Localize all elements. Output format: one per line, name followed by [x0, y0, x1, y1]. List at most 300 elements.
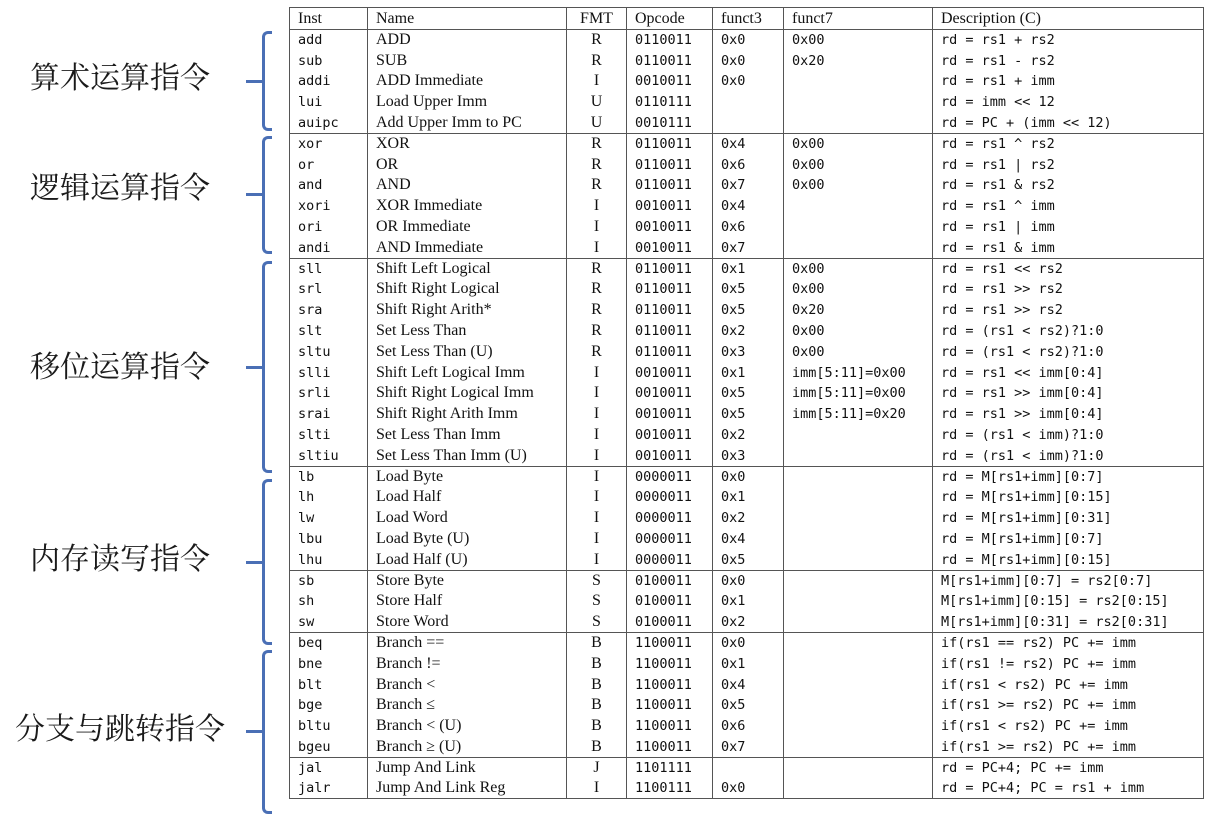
cell-inst: slli	[290, 362, 368, 383]
cell-fmt: I	[567, 383, 627, 404]
cell-inst: bgeu	[290, 737, 368, 758]
cell-inst: sub	[290, 50, 368, 71]
cell-description: rd = M[rs1+imm][0:7]	[933, 466, 1204, 487]
bracket-tick-branch-jump	[246, 730, 263, 733]
cell-funct3: 0x4	[713, 133, 784, 154]
cell-funct7	[784, 217, 933, 238]
bracket-tick-memory	[246, 561, 263, 564]
table-row	[290, 612, 1204, 633]
cell-funct3: 0x1	[713, 487, 784, 508]
cell-name: ADD Immediate	[368, 71, 567, 92]
table-header-row	[290, 8, 1204, 30]
cell-description: rd = (rs1 < imm)?1:0	[933, 425, 1204, 446]
cell-fmt: B	[567, 674, 627, 695]
cell-funct7: 0x00	[784, 321, 933, 342]
cell-inst: xori	[290, 196, 368, 217]
table-row	[290, 258, 1204, 279]
cell-name: Set Less Than (U)	[368, 341, 567, 362]
cell-name: OR Immediate	[368, 217, 567, 238]
cell-inst: or	[290, 154, 368, 175]
cell-funct7: 0x20	[784, 300, 933, 321]
cell-name: Set Less Than Imm	[368, 425, 567, 446]
cell-opcode: 0100011	[627, 570, 713, 591]
cell-funct3: 0x2	[713, 612, 784, 633]
cell-description: rd = rs1 >> rs2	[933, 279, 1204, 300]
cell-inst: sll	[290, 258, 368, 279]
cell-funct7	[784, 71, 933, 92]
cell-funct7	[784, 653, 933, 674]
cell-name: Branch <	[368, 674, 567, 695]
cell-inst: bne	[290, 653, 368, 674]
cell-fmt: S	[567, 570, 627, 591]
cell-inst: lb	[290, 466, 368, 487]
cell-opcode: 1100011	[627, 653, 713, 674]
cell-opcode: 1100011	[627, 695, 713, 716]
category-label-shift: 移位运算指令	[30, 350, 210, 385]
table-row	[290, 425, 1204, 446]
cell-inst: and	[290, 175, 368, 196]
cell-fmt: I	[567, 487, 627, 508]
cell-funct3: 0x2	[713, 321, 784, 342]
cell-opcode: 0010111	[627, 113, 713, 134]
cell-inst: sltiu	[290, 445, 368, 466]
cell-name: Store Word	[368, 612, 567, 633]
cell-description: rd = rs1 | rs2	[933, 154, 1204, 175]
table-row	[290, 695, 1204, 716]
cell-funct3: 0x5	[713, 695, 784, 716]
table-row	[290, 570, 1204, 591]
cell-name: Jump And Link	[368, 757, 567, 778]
cell-funct7: 0x00	[784, 341, 933, 362]
cell-opcode: 0110011	[627, 133, 713, 154]
cell-funct3	[713, 757, 784, 778]
cell-name: Load Half (U)	[368, 549, 567, 570]
cell-funct3: 0x5	[713, 300, 784, 321]
cell-fmt: I	[567, 508, 627, 529]
bracket-shift	[262, 261, 272, 473]
cell-funct7	[784, 445, 933, 466]
cell-funct3: 0x2	[713, 425, 784, 446]
cell-funct3: 0x5	[713, 549, 784, 570]
table-row	[290, 487, 1204, 508]
cell-opcode: 0110011	[627, 258, 713, 279]
cell-inst: lui	[290, 92, 368, 113]
cell-opcode: 0000011	[627, 487, 713, 508]
cell-funct7: 0x00	[784, 154, 933, 175]
cell-funct7: 0x00	[784, 133, 933, 154]
cell-description: rd = rs1 >> imm[0:4]	[933, 404, 1204, 425]
cell-inst: sb	[290, 570, 368, 591]
cell-name: Shift Right Logical	[368, 279, 567, 300]
cell-funct7: 0x00	[784, 175, 933, 196]
cell-funct3: 0x1	[713, 258, 784, 279]
table-row	[290, 716, 1204, 737]
cell-opcode: 0000011	[627, 529, 713, 550]
cell-funct3: 0x1	[713, 591, 784, 612]
cell-name: Load Word	[368, 508, 567, 529]
cell-description: rd = PC + (imm << 12)	[933, 113, 1204, 134]
cell-fmt: J	[567, 757, 627, 778]
category-label-memory: 内存读写指令	[30, 542, 210, 577]
bracket-arithmetic	[262, 31, 272, 131]
cell-funct3: 0x7	[713, 237, 784, 258]
cell-description: rd = PC+4; PC += imm	[933, 757, 1204, 778]
cell-name: Add Upper Imm to PC	[368, 113, 567, 134]
header-opcode: Opcode	[627, 8, 713, 30]
table-body	[290, 30, 1204, 799]
cell-funct7: 0x00	[784, 279, 933, 300]
cell-fmt: R	[567, 341, 627, 362]
cell-name: Shift Right Arith Imm	[368, 404, 567, 425]
cell-funct3: 0x6	[713, 716, 784, 737]
cell-funct7	[784, 612, 933, 633]
cell-name: Shift Left Logical	[368, 258, 567, 279]
cell-fmt: I	[567, 425, 627, 446]
cell-description: if(rs1 < rs2) PC += imm	[933, 674, 1204, 695]
cell-fmt: R	[567, 30, 627, 51]
cell-description: rd = PC+4; PC = rs1 + imm	[933, 778, 1204, 799]
cell-funct7	[784, 113, 933, 134]
cell-description: rd = rs1 - rs2	[933, 50, 1204, 71]
cell-inst: lhu	[290, 549, 368, 570]
cell-fmt: I	[567, 404, 627, 425]
cell-inst: bltu	[290, 716, 368, 737]
cell-funct3: 0x0	[713, 30, 784, 51]
cell-description: rd = rs1 ^ imm	[933, 196, 1204, 217]
cell-opcode: 0100011	[627, 612, 713, 633]
cell-funct3	[713, 92, 784, 113]
cell-funct3: 0x1	[713, 362, 784, 383]
cell-description: rd = (rs1 < imm)?1:0	[933, 445, 1204, 466]
cell-funct3: 0x3	[713, 341, 784, 362]
category-label-branch-jump: 分支与跳转指令	[15, 712, 225, 747]
cell-funct7	[784, 196, 933, 217]
cell-fmt: I	[567, 362, 627, 383]
cell-opcode: 0110011	[627, 175, 713, 196]
header-fmt: FMT	[567, 8, 627, 30]
cell-description: rd = rs1 ^ rs2	[933, 133, 1204, 154]
cell-fmt: R	[567, 154, 627, 175]
table-row	[290, 217, 1204, 238]
cell-inst: ori	[290, 217, 368, 238]
table-row	[290, 674, 1204, 695]
cell-fmt: I	[567, 237, 627, 258]
cell-funct7	[784, 737, 933, 758]
cell-fmt: I	[567, 549, 627, 570]
cell-funct7	[784, 487, 933, 508]
cell-inst: srl	[290, 279, 368, 300]
cell-inst: lw	[290, 508, 368, 529]
cell-funct3: 0x5	[713, 404, 784, 425]
cell-inst: lh	[290, 487, 368, 508]
table-row	[290, 300, 1204, 321]
cell-funct3: 0x5	[713, 383, 784, 404]
cell-name: AND	[368, 175, 567, 196]
instruction-table	[289, 7, 1204, 799]
cell-fmt: U	[567, 113, 627, 134]
cell-fmt: I	[567, 445, 627, 466]
cell-funct7	[784, 425, 933, 446]
cell-inst: auipc	[290, 113, 368, 134]
cell-description: M[rs1+imm][0:31] = rs2[0:31]	[933, 612, 1204, 633]
cell-description: rd = rs1 & imm	[933, 237, 1204, 258]
table-row	[290, 341, 1204, 362]
cell-opcode: 0010011	[627, 445, 713, 466]
cell-description: rd = rs1 & rs2	[933, 175, 1204, 196]
cell-inst: andi	[290, 237, 368, 258]
cell-description: M[rs1+imm][0:7] = rs2[0:7]	[933, 570, 1204, 591]
cell-funct3: 0x4	[713, 196, 784, 217]
cell-funct7: imm[5:11]=0x20	[784, 404, 933, 425]
table-row	[290, 196, 1204, 217]
cell-funct7: 0x00	[784, 258, 933, 279]
cell-name: Jump And Link Reg	[368, 778, 567, 799]
table-row	[290, 71, 1204, 92]
table-row	[290, 175, 1204, 196]
cell-description: if(rs1 >= rs2) PC += imm	[933, 737, 1204, 758]
cell-opcode: 0010011	[627, 237, 713, 258]
bracket-tick-logic	[246, 193, 263, 196]
table-row	[290, 50, 1204, 71]
cell-funct3: 0x0	[713, 778, 784, 799]
cell-description: if(rs1 >= rs2) PC += imm	[933, 695, 1204, 716]
cell-opcode: 0110011	[627, 279, 713, 300]
header-description: Description (C)	[933, 8, 1204, 30]
cell-funct7: imm[5:11]=0x00	[784, 383, 933, 404]
cell-name: XOR	[368, 133, 567, 154]
bracket-tick-shift	[246, 366, 263, 369]
cell-funct7	[784, 92, 933, 113]
cell-funct3: 0x2	[713, 508, 784, 529]
cell-funct7	[784, 508, 933, 529]
bracket-tick-arithmetic	[246, 80, 263, 83]
table-row	[290, 508, 1204, 529]
table-row	[290, 279, 1204, 300]
cell-funct3: 0x0	[713, 50, 784, 71]
cell-inst: sltu	[290, 341, 368, 362]
cell-fmt: R	[567, 133, 627, 154]
cell-opcode: 0000011	[627, 508, 713, 529]
header-inst: Inst	[290, 8, 368, 30]
cell-fmt: R	[567, 258, 627, 279]
header-funct7: funct7	[784, 8, 933, 30]
cell-funct3: 0x6	[713, 154, 784, 175]
cell-fmt: I	[567, 196, 627, 217]
cell-funct3: 0x0	[713, 570, 784, 591]
table-row	[290, 633, 1204, 654]
cell-funct7	[784, 237, 933, 258]
table-row	[290, 133, 1204, 154]
cell-description: if(rs1 != rs2) PC += imm	[933, 653, 1204, 674]
table-row	[290, 113, 1204, 134]
cell-name: Store Byte	[368, 570, 567, 591]
cell-opcode: 0010011	[627, 196, 713, 217]
cell-inst: addi	[290, 71, 368, 92]
cell-description: rd = (rs1 < rs2)?1:0	[933, 321, 1204, 342]
cell-fmt: S	[567, 591, 627, 612]
cell-opcode: 1100111	[627, 778, 713, 799]
table-row	[290, 466, 1204, 487]
cell-opcode: 0110011	[627, 154, 713, 175]
table-row	[290, 737, 1204, 758]
cell-funct3: 0x0	[713, 466, 784, 487]
cell-funct7	[784, 529, 933, 550]
cell-opcode: 0110011	[627, 30, 713, 51]
cell-name: OR	[368, 154, 567, 175]
cell-fmt: R	[567, 175, 627, 196]
cell-funct3: 0x3	[713, 445, 784, 466]
cell-funct7	[784, 695, 933, 716]
cell-funct3: 0x1	[713, 653, 784, 674]
cell-description: rd = (rs1 < rs2)?1:0	[933, 341, 1204, 362]
table-row	[290, 321, 1204, 342]
cell-name: Load Byte (U)	[368, 529, 567, 550]
cell-inst: beq	[290, 633, 368, 654]
table-row	[290, 404, 1204, 425]
cell-opcode: 0100011	[627, 591, 713, 612]
cell-name: ADD	[368, 30, 567, 51]
cell-description: rd = rs1 << imm[0:4]	[933, 362, 1204, 383]
cell-name: Load Byte	[368, 466, 567, 487]
cell-inst: sw	[290, 612, 368, 633]
cell-inst: lbu	[290, 529, 368, 550]
table-row	[290, 237, 1204, 258]
cell-opcode: 0110011	[627, 50, 713, 71]
table-row	[290, 778, 1204, 799]
header-funct3: funct3	[713, 8, 784, 30]
cell-name: Set Less Than	[368, 321, 567, 342]
cell-opcode: 0010011	[627, 404, 713, 425]
cell-opcode: 0110111	[627, 92, 713, 113]
cell-description: if(rs1 < rs2) PC += imm	[933, 716, 1204, 737]
cell-inst: jalr	[290, 778, 368, 799]
cell-funct3	[713, 113, 784, 134]
cell-inst: jal	[290, 757, 368, 778]
table-row	[290, 653, 1204, 674]
cell-name: Load Half	[368, 487, 567, 508]
cell-funct7	[784, 778, 933, 799]
cell-inst: sh	[290, 591, 368, 612]
cell-description: rd = M[rs1+imm][0:7]	[933, 529, 1204, 550]
cell-inst: srli	[290, 383, 368, 404]
cell-funct3: 0x0	[713, 71, 784, 92]
cell-fmt: I	[567, 71, 627, 92]
cell-inst: bge	[290, 695, 368, 716]
cell-name: Shift Left Logical Imm	[368, 362, 567, 383]
cell-description: rd = rs1 >> imm[0:4]	[933, 383, 1204, 404]
cell-funct7	[784, 716, 933, 737]
table-row	[290, 529, 1204, 550]
cell-fmt: S	[567, 612, 627, 633]
cell-opcode: 0110011	[627, 341, 713, 362]
cell-name: Shift Right Arith*	[368, 300, 567, 321]
cell-name: AND Immediate	[368, 237, 567, 258]
cell-fmt: B	[567, 737, 627, 758]
cell-funct3: 0x4	[713, 674, 784, 695]
cell-description: rd = imm << 12	[933, 92, 1204, 113]
cell-fmt: R	[567, 50, 627, 71]
cell-opcode: 0010011	[627, 71, 713, 92]
cell-description: rd = rs1 + rs2	[933, 30, 1204, 51]
cell-funct7	[784, 757, 933, 778]
cell-fmt: I	[567, 529, 627, 550]
cell-name: SUB	[368, 50, 567, 71]
table-row	[290, 362, 1204, 383]
table-row	[290, 383, 1204, 404]
cell-name: Shift Right Logical Imm	[368, 383, 567, 404]
bracket-branch-jump	[262, 650, 272, 814]
cell-fmt: B	[567, 653, 627, 674]
cell-opcode: 1100011	[627, 716, 713, 737]
cell-funct7: 0x20	[784, 50, 933, 71]
cell-funct3: 0x6	[713, 217, 784, 238]
cell-fmt: R	[567, 300, 627, 321]
cell-fmt: R	[567, 321, 627, 342]
cell-name: Branch ≥ (U)	[368, 737, 567, 758]
cell-fmt: I	[567, 778, 627, 799]
cell-description: rd = M[rs1+imm][0:31]	[933, 508, 1204, 529]
cell-opcode: 0010011	[627, 217, 713, 238]
cell-fmt: B	[567, 695, 627, 716]
cell-funct7: 0x00	[784, 30, 933, 51]
cell-funct3: 0x5	[713, 279, 784, 300]
table-row	[290, 445, 1204, 466]
cell-inst: slti	[290, 425, 368, 446]
header-name: Name	[368, 8, 567, 30]
cell-fmt: I	[567, 217, 627, 238]
cell-name: Store Half	[368, 591, 567, 612]
cell-opcode: 1101111	[627, 757, 713, 778]
table-row	[290, 92, 1204, 113]
bracket-memory	[262, 479, 272, 645]
cell-opcode: 1100011	[627, 633, 713, 654]
cell-name: Branch ==	[368, 633, 567, 654]
cell-funct7	[784, 549, 933, 570]
cell-funct3: 0x7	[713, 175, 784, 196]
cell-inst: blt	[290, 674, 368, 695]
cell-funct7	[784, 570, 933, 591]
cell-opcode: 1100011	[627, 674, 713, 695]
table-row	[290, 549, 1204, 570]
cell-funct3: 0x0	[713, 633, 784, 654]
cell-description: if(rs1 == rs2) PC += imm	[933, 633, 1204, 654]
cell-funct7	[784, 674, 933, 695]
cell-opcode: 0010011	[627, 383, 713, 404]
table-row	[290, 757, 1204, 778]
table-row	[290, 591, 1204, 612]
cell-opcode: 0000011	[627, 466, 713, 487]
cell-description: rd = M[rs1+imm][0:15]	[933, 487, 1204, 508]
cell-funct3: 0x4	[713, 529, 784, 550]
cell-description: rd = rs1 << rs2	[933, 258, 1204, 279]
table-row	[290, 154, 1204, 175]
cell-inst: sra	[290, 300, 368, 321]
cell-funct7: imm[5:11]=0x00	[784, 362, 933, 383]
bracket-logic	[262, 136, 272, 254]
cell-fmt: R	[567, 279, 627, 300]
cell-inst: add	[290, 30, 368, 51]
cell-name: Branch < (U)	[368, 716, 567, 737]
cell-description: M[rs1+imm][0:15] = rs2[0:15]	[933, 591, 1204, 612]
cell-name: XOR Immediate	[368, 196, 567, 217]
category-label-logic: 逻辑运算指令	[30, 171, 210, 206]
cell-inst: slt	[290, 321, 368, 342]
cell-fmt: I	[567, 466, 627, 487]
cell-funct3: 0x7	[713, 737, 784, 758]
cell-opcode: 0000011	[627, 549, 713, 570]
cell-name: Branch ≤	[368, 695, 567, 716]
cell-description: rd = rs1 + imm	[933, 71, 1204, 92]
